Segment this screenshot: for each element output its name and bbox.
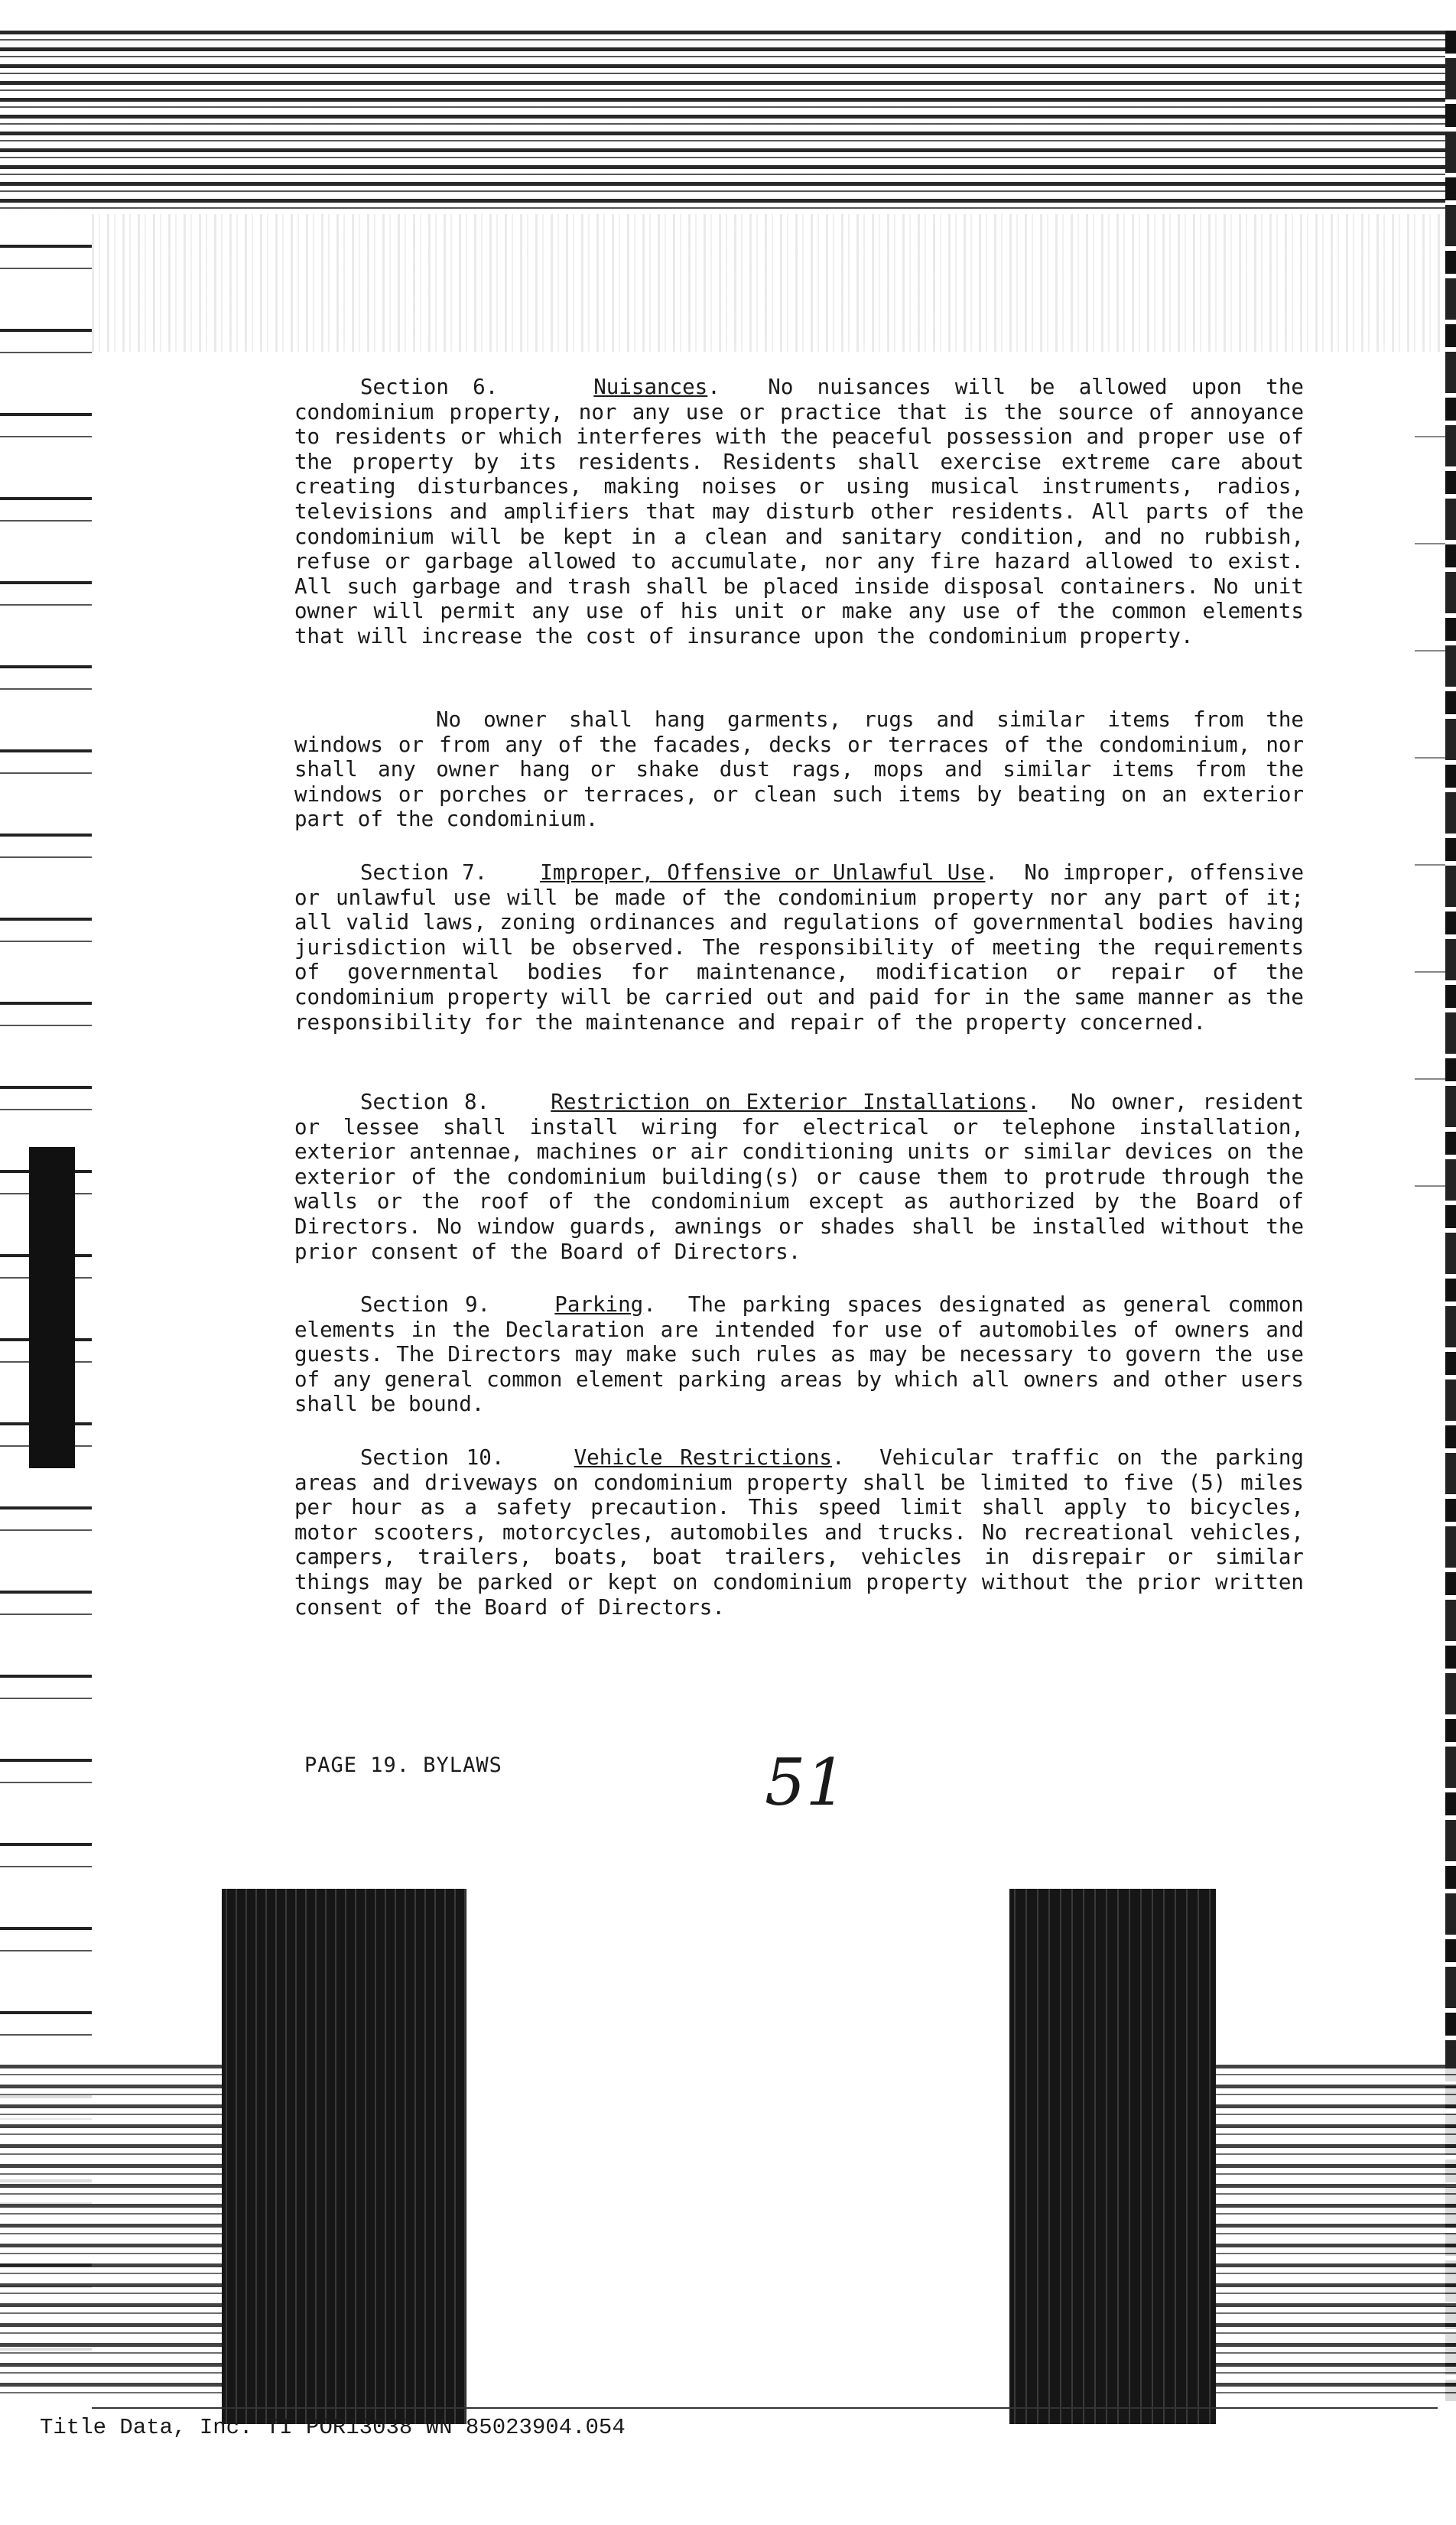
section-6-paragraph-1: No nuisances will be allowed upon the condominium property, nor any use or practice that is the source of annoyance to residents or which interferes with the peaceful possession and proper use of the property by its residents. Residents shall exercise extreme care about creating disturbances, making noises or using musical instruments, radios, televisions and amplifiers that may disturb other residents. All parts of the condominium will be kept in a clean and sanitary condition, and no rubbish, refuse or garbage allowed to accumulate, nor any fire hazard allowed to exist. All such garbage and trash shall be placed inside disposal containers. No unit owner will permit any use of his unit or make any use of the common elements that will increase the cost of insurance upon the condominium property. — [294, 375, 1304, 648]
handwritten-page-number: 51 — [765, 1745, 847, 1820]
section-6-number: Section 6. — [360, 375, 499, 399]
section-9-title: Parking — [554, 1292, 644, 1317]
scan-artifact-right-ticks — [1415, 382, 1445, 1224]
scan-artifact-bottom-left-block — [222, 1889, 466, 2424]
section-10: Section 10. Vehicle Restrictions. Vehicular traffic on the parking areas and driveways on condominium property shall be limited to five (5) miles per hour as a safety precaution. This speed limit shall apply to bicycles, motor scooters, motorcycles, automobiles and trucks. No recreational vehicles, campers, trailers, boats, boat trailers, vehicles in disrepair or similar things may be parked or kept on condominium property without the prior written consent of the Board of Directors. — [294, 1445, 1304, 1620]
section-9-paragraph: The parking spaces designated as general common elements in the Declaration are intended for use of automobiles of owners and guests. The Directors may make such rules as may be necessary to govern the use of any general common element parking areas by which all owners and other users shall be bound. — [294, 1292, 1304, 1417]
section-6-title: Nuisances — [593, 375, 708, 399]
scan-artifact-left-block — [29, 1147, 75, 1468]
section-10-title: Vehicle Restrictions — [574, 1445, 832, 1470]
title-data-line: Title Data, Inc. TI POR13038 WN 85023904.054 — [40, 2415, 626, 2440]
section-7: Section 7. Improper, Offensive or Unlawful Use. No improper, offensive or unlawful use will be made of the condominium property nor any part of it; all valid laws, zoning ordinances and regulations of governmental bodies having jurisdiction will be observed. The responsibility of meeting the requirements of governmental bodies for maintenance, modification or repair of the condominium property will be carried out and paid for in the same manner as the responsibility for the maintenance and repair of the property concerned. — [294, 860, 1304, 1035]
scan-artifact-top — [0, 31, 1456, 214]
section-6-paragraph-2-block — [294, 707, 1304, 832]
section-8-paragraph: No owner, resident or lessee shall install wiring for electrical or telephone installation, exterior antennae, machines or air conditioning units or similar devices on the exterior of the condominium building(s) or cause them to protrude through the walls or the roof of the condominium except as authorized by the Board of Directors. No window guards, awnings or shades shall be installed without the prior consent of the Board of Directors. — [294, 1090, 1304, 1264]
page-number-label: PAGE 19. BYLAWS — [304, 1753, 502, 1777]
section-7-number: Section 7. — [360, 860, 488, 885]
section-8-title: Restriction on Exterior Installations — [551, 1090, 1028, 1114]
section-9: Section 9. Parking. The parking spaces designated as general common elements in the Declaration are intended for use of automobiles of owners and guests. The Directors may make such rules as may be necessary to govern the use of any general common element parking areas by which all owners and other users shall be bound. — [294, 1292, 1304, 1417]
section-10-number: Section 10. — [360, 1445, 505, 1470]
section-7-title: Improper, Offensive or Unlawful Use — [540, 860, 986, 885]
section-6-paragraph-2: No owner shall hang garments, rugs and similar items from the windows or from any of the facades, decks or terraces of the condominium, nor shall any owner hang or shake dust rags, mops and similar items from the windows or porches or terraces, or clean such items by beating on an exterior part of the condominium. — [294, 707, 1304, 832]
section-8: Section 8. Restriction on Exterior Installations. No owner, resident or lessee shall install wiring for electrical or telephone installation, exterior antennae, machines or air conditioning units or similar devices on the exterior of the condominium building(s) or cause them to protrude through the walls or the roof of the condominium except as authorized by the Board of Directors. No window guards, awnings or shades shall be installed without the prior consent of the Board of Directors. — [294, 1090, 1304, 1264]
scan-artifact-right-edge — [1445, 31, 1456, 2401]
section-10-paragraph: Vehicular traffic on the parking areas and driveways on condominium property shall be limited to five (5) miles per hour as a safety precaution. This speed limit shall apply to bicycles, motor scooters, motorcycles, automobiles and trucks. No recreational vehicles, campers, trailers, boats, boat trailers, vehicles in disrepair or similar things may be parked or kept on condominium property without the prior written consent of the Board of Directors. — [294, 1445, 1304, 1620]
section-6: Section 6. Nuisances. No nuisances will be allowed upon the condominium property, nor any use or practice that is the source of annoyance to residents or which interferes with the peaceful possession and proper use of the property by its residents. Residents shall exercise extreme care about creating disturbances, making noises or using musical instruments, radios, televisions and amplifiers that may disturb other residents. All parts of the condominium will be kept in a clean and sanitary condition, and no rubbish, refuse or garbage allowed to accumulate, nor any fire hazard allowed to exist. All such garbage and trash shall be placed inside disposal containers. No unit owner will permit any use of his unit or make any use of the common elements that will increase the cost of insurance upon the condominium property. — [294, 375, 1304, 648]
page-bottom-rule — [92, 2407, 1438, 2409]
scan-artifact-top-fade — [0, 214, 1456, 352]
scan-artifact-bottom-right-block — [1009, 1889, 1216, 2424]
section-7-paragraph: No improper, offensive or unlawful use will be made of the condominium property nor any part of it; all valid laws, zoning ordinances and regulations of governmental bodies having jurisdiction will be observed. The responsibility of meeting the requirements of governmental bodies for maintenance, modification or repair of the condominium property will be carried out and paid for in the same manner as the responsibility for the maintenance and repair of the property concerned. — [294, 860, 1304, 1035]
section-9-number: Section 9. — [360, 1292, 491, 1317]
section-8-number: Section 8. — [360, 1090, 490, 1114]
scan-artifact-bottom-gap — [466, 1881, 1009, 2401]
